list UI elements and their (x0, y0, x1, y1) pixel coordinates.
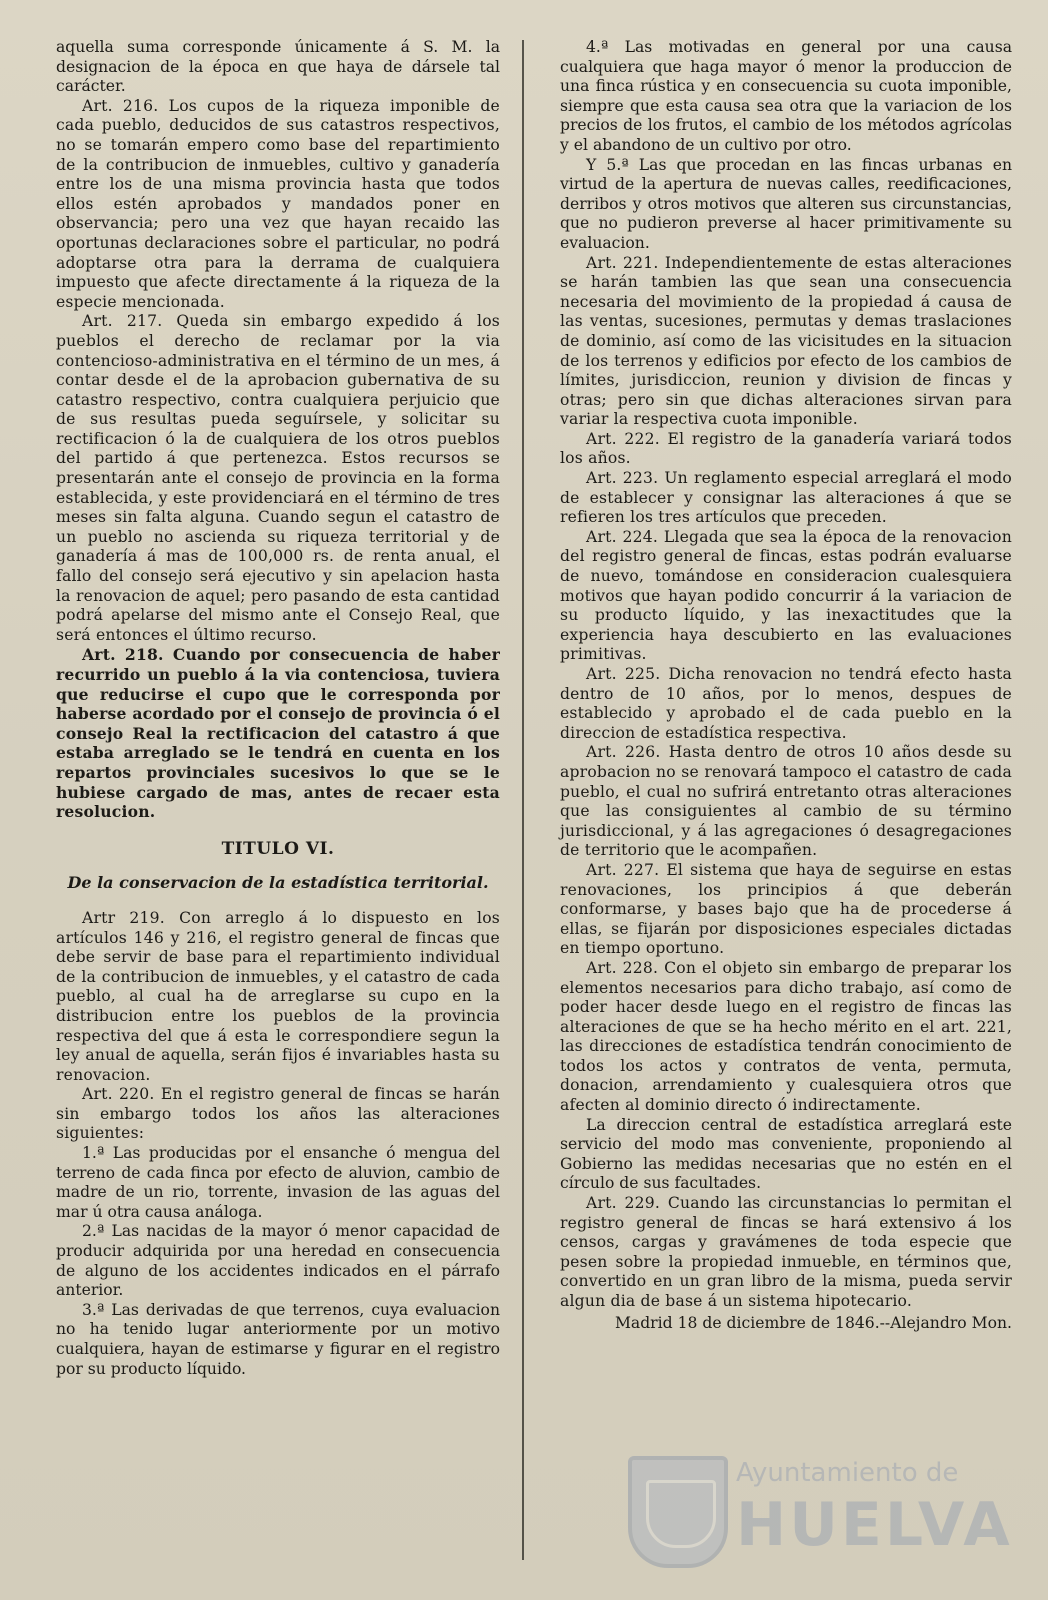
watermark (628, 1450, 1013, 1570)
section-title: TITULO VI. (221, 838, 335, 859)
article-222: Art. 222. El registro de la ganadería variará todos los años. (560, 429, 1012, 468)
list-item-1: 1.ª Las producidas por el ensanche ó mengua del terreno de cada finca por efecto de aluvion, cambio de madre de un rio, torrente, invasion de las aguas del mar ú otra causa análoga. (56, 1144, 500, 1221)
section-subtitle: De la conservacion de la estadística territorial. (67, 873, 489, 893)
article-216: Art. 216. Los cupos de la riqueza imponible de cada pueblo, deducidos de sus catastros respectivos, no se tomarán empero como base del repartimiento de la contribucion de inmuebles, cultivo y ganadería entre los de una misma provincia hasta que todos ellos estén aprobados y mandados poner en observancia; pero una vez que hayan recaido las oportunas declaraciones sobre el particular, no podrá adoptarse otra para la derrama de cualquiera impuesto que afecte directamente á la riqueza de la especie mencionada. (56, 96, 500, 311)
article-223: Art. 223. Un reglamento especial arreglará el modo de establecer y consignar las alteraciones á que se refieren los tres artículos que preceden. (560, 469, 1012, 527)
article-226: Art. 226. Hasta dentro de otros 10 años desde su aprobacion no se renovará tampoco el catastro de cada pueblo, el cual no sufrirá entretanto otras alteraciones que las consiguientes al cambio de su término jurisdiccional, y á las agregaciones ó desagregaciones de territorio que le acompañen. (560, 743, 1012, 860)
list-item-2: 2.ª Las nacidas de la mayor ó menor capacidad de producir adquirida por una heredad en consecuencia de alguno de los accidentes indicados en el párrafo anterior. (56, 1222, 500, 1300)
article-218: Art. 218. Cuando por consecuencia de haber recurrido un pueblo á la via contenciosa, tuviera que reducirse el cupo que le corresponda por haberse acordado por el consejo de provincia ó el consejo Real la rectificacion del catastro á que estaba arreglado se le tendrá en cuenta en los repartos provinciales sucesivos lo que se le hubiese cargado de mas, antes de recaer esta resolucion. (56, 645, 500, 822)
article-221: Art. 221. Independientemente de estas alteraciones se harán tambien las que sean una consecuencia necesaria del movimiento de la propiedad á causa de las ventas, sucesiones, permutas y demas traslaciones de dominio, así como de las vicisitudes en la situacion de los terrenos y edificios por efecto de los cambios de límites, jurisdiccion, reunion y division de fincas y otras; pero sin que dichas alteraciones sirvan para variar la respectiva cuota imponible. (560, 253, 1012, 429)
article-228: Art. 228. Con el objeto sin embargo de preparar los elementos necesarios para dicho trabajo, así como de poder hacer desde luego en el registro de fincas las alteraciones de que se ha hecho mérito en el art. 221, las direcciones de estadística tendrán conocimiento de todos los actos y contratos de venta, permuta, donacion, arrendamiento y cualesquiera otros que afecten al dominio directo ó indirectamente. (560, 958, 1012, 1115)
signature-line: Madrid 18 de diciembre de 1846.--Alejandro Mon. (614, 1313, 1012, 1332)
article-224: Art. 224. Llegada que sea la época de la renovacion del registro general de fincas, estas podrán evaluarse de nuevo, tomándose en consideracion cualesquiera motivos que hayan podido concurrir á la variacion de su producto líquido, y las inexactitudes que la experiencia haya descubierto en las evaluaciones primitivas. (560, 527, 1012, 664)
watermark-line2: HUELVA (736, 1490, 1013, 1560)
article-217: Art. 217. Queda sin embargo expedido á los pueblos el derecho de reclamar por la via contencioso-administrativa en el término de un mes, á contar desde el de la aprobacion gubernativa de su catastro respectivo, contra cualquiera perjuicio que de sus resultas pueda seguírsele, y solicitar su rectificacion ó la de cualquiera de los otros pueblos del partido á que pertenezca. Estos recursos se presentarán ante el consejo de provincia en la forma establecida, y este providenciará en el término de tres meses sin falta alguna. Cuando segun el catastro de un pueblo no ascienda su riqueza territorial y de ganadería á mas de 100,000 rs. de renta anual, el fallo del consejo será ejecutivo y sin apelacion hasta la renovacion de aquel; pero pasando de esta cantidad podrá apelarse del mismo ante el Consejo Real, que será entonces el último recurso. (56, 312, 500, 644)
list-item-3: 3.ª Las derivadas de que terrenos, cuya evaluacion no ha tenido lugar anteriormente por un motivo cualquiera, hayan de estimarse y figurar en el registro por su producto líquido. (56, 1300, 500, 1378)
article-225: Art. 225. Dicha renovacion no tendrá efecto hasta dentro de 10 años, por lo menos, despues de establecido y aprobado el de cada pueblo en la direccion de estadística respectiva. (560, 665, 1012, 742)
watermark-line1: Ayuntamiento de (736, 1458, 959, 1488)
article-229: Art. 229. Cuando las circunstancias lo permitan el registro general de fincas se hará extensivo á los censos, cargas y gravámenes de toda especie que pesen sobre la propiedad inmueble, en términos que, convertido en un gran libro de la misma, pueda servir algun dia de base á un sistema hipotecario. (560, 1194, 1012, 1310)
paragraph-continuation: aquella suma corresponde únicamente á S. M. la designacion de la época en que haya de dársele tal carácter. (56, 38, 500, 96)
article-219: Artr 219. Con arreglo á lo dispuesto en los artículos 146 y 216, el registro general de fincas que debe servir de base para el repartimiento individual de la contribucion de inmuebles, y el catastro de cada pueblo, al cual ha de arreglarse su cupo en la distribucion entre los pueblos de la provincia respectiva del que á esta le correspondiere segun la ley anual de aquella, serán fijos é invariables hasta su renovacion. (56, 908, 500, 1084)
right-column (560, 38, 1012, 1333)
left-column (56, 38, 500, 1379)
list-item-4: 4.ª Las motivadas en general por una causa cualquiera que haga mayor ó menor la produccion de una finca rústica y en consecuencia su cuota imponible, siempre que esta causa sea otra que la variacion de los precios de los frutos, el cambio de los métodos agrícolas y el abandono de un cultivo por otro. (560, 38, 1012, 154)
article-220: Art. 220. En el registro general de fincas se harán sin embargo todos los años las alteraciones siguientes: (56, 1085, 500, 1143)
column-divider (522, 40, 524, 1560)
article-227: Art. 227. El sistema que haya de seguirse en estas renovaciones, los principios á que deberán conformarse, y bases bajo que ha de procederse á ellas, se fijarán por disposiciones especiales dictadas en tiempo oportuno. (560, 860, 1012, 958)
list-item-5: Y 5.ª Las que procedan en las fincas urbanas en virtud de la apertura de nuevas calles, reedificaciones, derribos y otros motivos que alteren sus circunstancias, que no pudieron preverse al hacer primitivamente su evaluacion. (560, 155, 1012, 252)
coat-of-arms-icon (628, 1456, 728, 1568)
article-228-continued: La direccion central de estadística arreglará este servicio del modo mas conveniente, proponiendo al Gobierno las medidas necesarias que no estén en el círculo de sus facultades. (560, 1115, 1012, 1193)
